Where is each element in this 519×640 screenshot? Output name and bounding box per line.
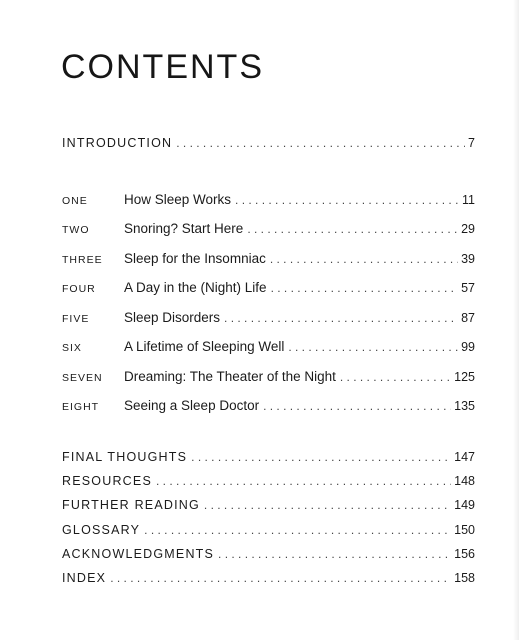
toc-page-number: 99	[461, 340, 475, 354]
dot-leader	[176, 134, 465, 152]
dot-leader	[191, 448, 451, 466]
toc-chapter-7[interactable]	[62, 368, 475, 386]
dot-leader	[110, 569, 451, 587]
dot-leader	[340, 368, 451, 386]
dot-leader	[224, 309, 458, 327]
toc-entry-label: FURTHER READING	[62, 498, 200, 512]
toc-page-number: 156	[454, 547, 475, 561]
dot-leader	[235, 191, 459, 209]
toc-page-number: 158	[454, 571, 475, 585]
toc-chapter-6[interactable]	[62, 338, 475, 356]
toc-page-number: 87	[461, 311, 475, 325]
toc-chapter-5[interactable]	[62, 309, 475, 327]
toc-chapter-8[interactable]	[62, 397, 475, 415]
toc-page-number: 150	[454, 523, 475, 537]
dot-leader	[218, 545, 451, 563]
toc-page-number: 147	[454, 450, 475, 464]
toc-chapter-3[interactable]	[62, 250, 475, 268]
dot-leader	[204, 496, 451, 514]
chapter-number: SIX	[62, 342, 82, 354]
dot-leader	[288, 338, 458, 356]
chapter-number: THREE	[62, 254, 103, 266]
page-edge-shadow	[513, 0, 519, 640]
toc-page-number: 11	[462, 193, 475, 207]
chapter-number: FOUR	[62, 283, 96, 295]
chapter-title: Snoring? Start Here	[124, 221, 244, 236]
dot-leader	[247, 220, 458, 238]
toc-entry-label: GLOSSARY	[62, 523, 141, 537]
chapter-number: EIGHT	[62, 401, 100, 413]
toc-page-number: 148	[454, 474, 475, 488]
toc-entry-label: FINAL THOUGHTS	[62, 450, 188, 464]
chapter-title: Seeing a Sleep Doctor	[124, 398, 260, 413]
chapter-number: FIVE	[62, 313, 90, 325]
toc-entry-index[interactable]	[62, 569, 475, 587]
chapter-title: Sleep Disorders	[124, 310, 221, 325]
toc-page-number: 135	[454, 399, 475, 413]
chapter-title: A Lifetime of Sleeping Well	[124, 339, 285, 354]
toc-entry-further-reading[interactable]	[62, 496, 475, 514]
toc-entry-label: INTRODUCTION	[62, 136, 173, 150]
toc-entry-resources[interactable]	[62, 472, 475, 490]
dot-leader	[263, 397, 451, 415]
toc-page-number: 125	[454, 370, 475, 384]
chapter-title: A Day in the (Night) Life	[124, 280, 267, 295]
toc-entry-label: INDEX	[62, 571, 107, 585]
toc-entry-glossary[interactable]	[62, 521, 475, 539]
chapter-title: How Sleep Works	[124, 192, 232, 207]
chapter-number: TWO	[62, 224, 90, 236]
toc-page-number: 149	[454, 498, 475, 512]
toc-entry-final-thoughts[interactable]	[62, 448, 475, 466]
dot-leader	[144, 521, 451, 539]
toc-page-number: 29	[461, 222, 475, 236]
toc-page-number: 57	[461, 281, 475, 295]
toc-chapter-2[interactable]	[62, 220, 475, 238]
chapter-title: Sleep for the Insomniac	[124, 251, 266, 266]
toc-entry-introduction[interactable]	[62, 134, 475, 152]
page-title: CONTENTS	[61, 48, 264, 86]
toc-page-number: 7	[468, 136, 475, 150]
toc-entry-label: RESOURCES	[62, 474, 152, 488]
dot-leader	[270, 250, 458, 268]
dot-leader	[271, 279, 459, 297]
toc-entry-acknowledgments[interactable]	[62, 545, 475, 563]
dot-leader	[156, 472, 451, 490]
chapter-title: Dreaming: The Theater of the Night	[124, 369, 336, 384]
toc-chapter-1[interactable]	[62, 191, 475, 209]
chapter-number: SEVEN	[62, 372, 103, 384]
toc-chapter-4[interactable]	[62, 279, 475, 297]
chapter-number: ONE	[62, 195, 88, 207]
toc-page-number: 39	[461, 252, 475, 266]
toc-entry-label: ACKNOWLEDGMENTS	[62, 547, 215, 561]
